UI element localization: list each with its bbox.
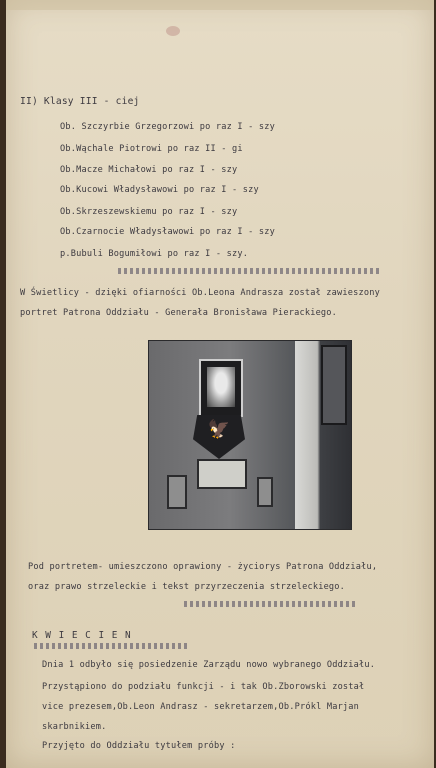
separator-line — [118, 268, 380, 274]
promotion-line: Ob.Wąchale Piotrowi po raz II - gi — [60, 144, 243, 154]
portrait-image — [207, 367, 235, 407]
paragraph-line: portret Patrona Oddziału - Generała Bronisława Pierackiego. — [20, 308, 338, 318]
promotion-line: Ob.Macze Michałowi po raz I - szy — [60, 165, 238, 175]
side-picture-frame — [321, 345, 347, 425]
separator-line — [34, 643, 190, 649]
month-heading: K W I E C I E N — [32, 630, 132, 641]
paragraph-line: Przyjęto do Oddziału tytułem próby : — [42, 741, 236, 751]
framed-biography — [197, 459, 247, 489]
patron-portrait — [199, 359, 243, 417]
small-frame-right — [257, 477, 273, 507]
paragraph-line: vice prezesem,Ob.Leon Andrasz - sekretarzem,Ob.Prókl Marjan — [42, 702, 360, 712]
paragraph-line: skarbnikiem. — [42, 722, 107, 732]
separator-line — [184, 601, 356, 607]
swietlica-photo — [148, 340, 352, 530]
promotion-line: Ob.Kucowi Władysławowi po raz I - szy — [60, 185, 259, 195]
paragraph-line: oraz prawo strzeleckie i tekst przyrzeczenia strzeleckiego. — [28, 582, 346, 592]
promotion-line: Ob.Czarnocie Władysławowi po raz I - szy — [60, 227, 275, 237]
ink-stain — [166, 26, 180, 36]
promotion-line: Ob. Szczyrbie Grzegorzowi po raz I - szy — [60, 122, 275, 132]
paragraph-line: Przystąpiono do podziału funkcji - i tak Ob.Zborowski został — [42, 682, 365, 692]
eagle-emblem-icon: 🦅 — [207, 419, 231, 440]
small-frame-left — [167, 475, 187, 509]
tape-strip-top — [6, 0, 434, 10]
paragraph-line: W Świetlicy - dzięki ofiarności Ob.Leona Andrasza został zawieszony — [20, 288, 381, 298]
section-heading: II) Klasy III - ciej — [20, 96, 140, 107]
promotion-line: p.Bubuli Bogumiłowi po raz I - szy. — [60, 249, 249, 259]
promotion-line: Ob.Skrzeszewskiemu po raz I - szy — [60, 207, 238, 217]
paragraph-line: Dnia 1 odbyło się posiedzenie Zarządu nowo wybranego Oddziału. — [42, 660, 376, 670]
paragraph-line: Pod portretem- umieszczono oprawiony - życiorys Patrona Oddziału, — [28, 562, 378, 572]
